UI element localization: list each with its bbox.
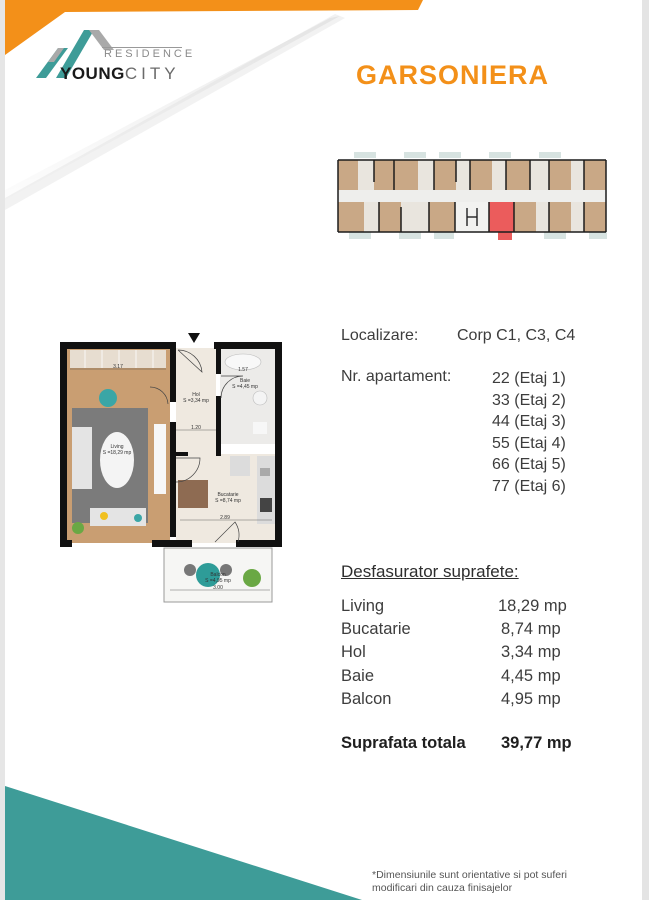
area-row-bucatarie [341,620,601,643]
page-title: GARSONIERA [356,60,550,90]
svg-text:S =4,45 mp: S =4,45 mp [232,384,258,390]
area-name: Living [341,597,385,615]
area-value: 18,29 mp [498,597,567,615]
svg-text:S =8,74 mp: S =8,74 mp [215,498,241,504]
svg-text:Living: Living [110,444,124,450]
footnote-line-2: modificari din cauza finisajelor [372,881,513,894]
area-row-living [341,597,601,620]
area-row-hol [341,643,601,666]
area-row-baie [341,667,601,690]
area-row-balcon [341,690,601,713]
svg-text:2.89: 2.89 [220,515,230,521]
footnote [372,869,567,894]
footnote-line-1: *Dimensiunile sunt orientative si pot suferi [372,869,567,881]
area-value: 4,45 mp [501,666,561,685]
apartment-floor-plan [60,332,282,604]
apartment-item: 33 (Etaj 2) [492,391,566,409]
svg-text:Baie: Baie [239,378,251,384]
areas-table [341,597,601,713]
svg-text:S =18,29 mp: S =18,29 mp [102,450,132,456]
logo-residence: RESIDENCE [104,48,196,60]
area-value: 4,95 mp [501,689,561,708]
area-name: Hol [341,643,366,662]
floor-key-plan [334,152,609,240]
logo-young-city [60,64,180,84]
svg-text:Balcon: Balcon [210,572,226,578]
area-name: Balcon [341,689,392,708]
svg-text:3.00: 3.00 [213,585,223,591]
apartment-item: 22 (Etaj 1) [492,370,566,387]
apartment-list [492,368,566,497]
living-dim: 3.17 [113,364,123,370]
location-value: Corp C1, C3, C4 [457,327,576,344]
area-name: Bucatarie [341,620,411,639]
svg-text:S =4,95 mp: S =4,95 mp [205,578,231,584]
logo-city: CITY [124,64,180,83]
svg-text:1.57: 1.57 [238,367,248,373]
page-edge-left [0,0,5,900]
svg-text:Bucatarie: Bucatarie [217,492,239,498]
apartment-label: Nr. apartament: [341,368,452,385]
apartment-item: 44 (Etaj 3) [492,413,566,430]
areas-section-title: Desfasurator suprafete: [341,562,519,581]
svg-text:1.20: 1.20 [191,425,201,431]
area-name: Baie [341,666,375,685]
young-city-logo [34,28,204,88]
area-value: 8,74 mp [501,620,561,639]
logo-young: YOUNG [60,64,125,83]
svg-text:S =3,34 mp: S =3,34 mp [183,398,209,404]
total-area-label: Suprafata totala [341,734,466,752]
apartment-item: 77 (Etaj 6) [492,477,566,495]
svg-text:Hol: Hol [192,392,200,398]
page-edge-right [642,0,649,900]
highlighted-unit [489,202,514,232]
location-label: Localizare: [341,327,419,344]
total-area-row [341,734,601,753]
area-value: 3,34 mp [501,643,561,662]
apartment-item: 55 (Etaj 4) [492,434,566,452]
apartment-item: 66 (Etaj 5) [492,456,566,473]
total-area-value: 39,77 mp [501,734,572,752]
